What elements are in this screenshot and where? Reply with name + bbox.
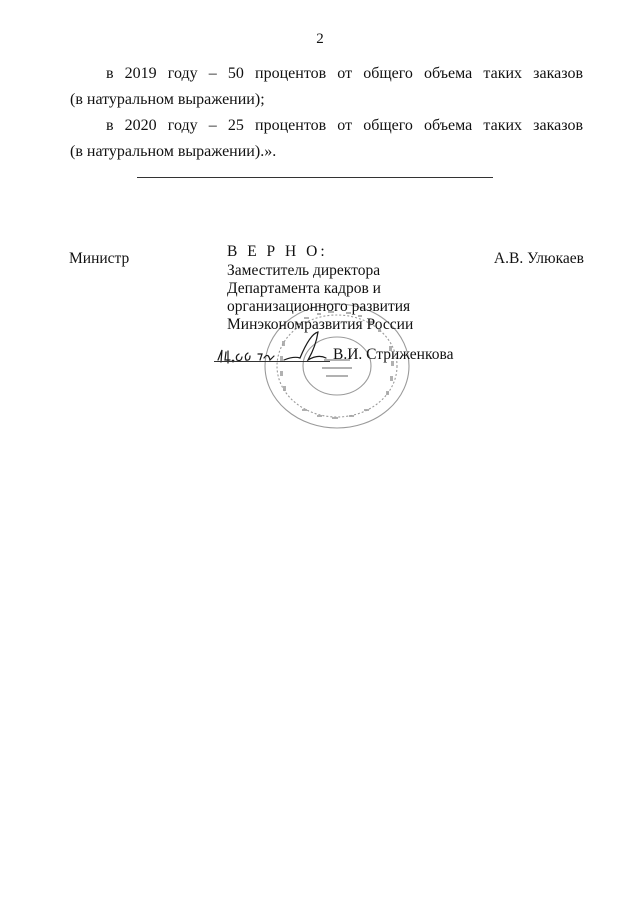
certifier-position-line-3: организационного развития <box>227 298 411 315</box>
paragraph-2020-continuation: (в натуральном выражении).». <box>70 143 277 160</box>
certifier-position-line-4: Минэкономразвития России <box>227 316 414 333</box>
certified-true-copy-label: В Е Р Н О: <box>227 243 328 260</box>
minister-title: Министр <box>69 250 130 267</box>
certifier-position-line-2: Департамента кадров и <box>227 280 381 297</box>
handwritten-signature <box>214 330 344 375</box>
minister-name: А.В. Улюкаев <box>493 250 584 267</box>
paragraph-2019-line: в 2019 году – 50 процентов от общего объема таких заказов <box>106 65 583 82</box>
certifier-name: В.И. Стриженкова <box>333 346 454 363</box>
signature-line <box>214 361 330 362</box>
paragraph-2019-continuation: (в натуральном выражении); <box>70 91 265 108</box>
page-number: 2 <box>316 31 324 47</box>
section-divider <box>137 177 493 178</box>
certifier-position-line-1: Заместитель директора <box>227 262 381 279</box>
paragraph-2020-line: в 2020 году – 25 процентов от общего объема таких заказов <box>106 117 583 134</box>
